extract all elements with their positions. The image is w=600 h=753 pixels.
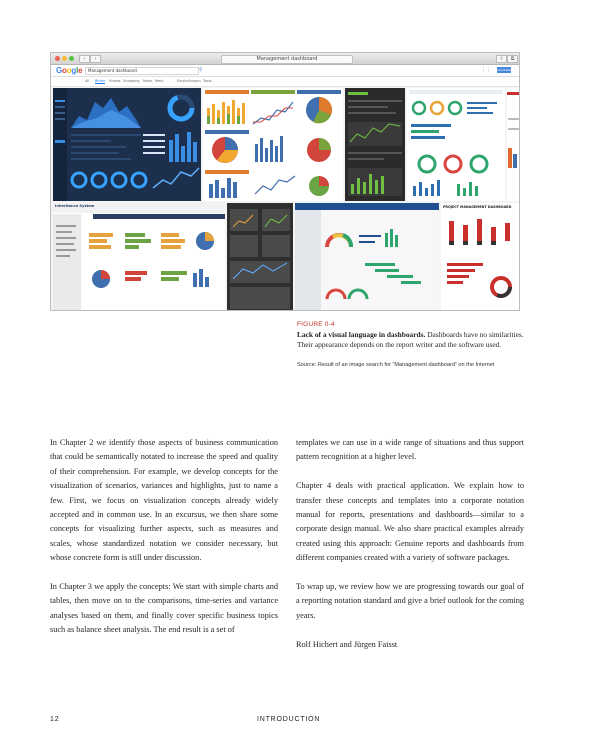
tab-settings: Einstellungen bbox=[177, 79, 201, 83]
running-head: INTRODUCTION bbox=[257, 716, 321, 723]
paragraph: In Chapter 2 we identify those aspects of business communication that could be semantically notated to increase the speed and quality of their comprehension. For example, we develop concepts for the visualization of scenarios, variances and highlights, just to name a few. First, we focus on visualization concepts already widely accepted and in common use. In an excursus, we then share some concepts for visualizing further aspects, such as measures and scales, whose standardized notation we consider necessary, but whose concrete form is still under discussion. bbox=[50, 438, 278, 563]
paragraph: templates we can use in a wide range of situations and thus support pattern recognition at a higher level. bbox=[296, 438, 524, 462]
browser-title-bar bbox=[51, 53, 520, 65]
thumb-inheritance-system bbox=[53, 203, 225, 311]
figure-caption-text: Dashboards have no similarities. Their appearance depends on the report writer and the software used. bbox=[297, 330, 524, 349]
share-icon: ⇧ bbox=[496, 55, 507, 63]
tab-images: Bilder bbox=[95, 79, 106, 83]
author-signature: Rolf Hichert and Jürgen Faisst bbox=[296, 639, 398, 649]
thumb-title-project: PROJECT MANAGEMENT DASHBOARD bbox=[443, 205, 512, 209]
tab-more: Mehr bbox=[155, 79, 164, 83]
figure-caption bbox=[297, 330, 527, 350]
thumb-gauge-gantt-dashboard bbox=[295, 203, 439, 311]
thumb-multi-chart-dashboard bbox=[203, 88, 343, 201]
tab-shopping: Shopping bbox=[123, 79, 140, 83]
image-results bbox=[51, 87, 520, 311]
tab-tools: Tools bbox=[203, 79, 212, 83]
apps-icon: ⋮⋮ bbox=[481, 67, 491, 73]
figure-source: Source: Result of an image search for “Management dashboard” on the Internet bbox=[297, 362, 495, 368]
google-logo: Google bbox=[56, 66, 83, 75]
back-icon: ‹ bbox=[79, 55, 90, 63]
thumb-dark-kpi-dashboard bbox=[227, 203, 293, 311]
page-number: 12 bbox=[50, 716, 60, 723]
tab-all: All bbox=[85, 79, 90, 83]
search-icon: ⚲ bbox=[199, 67, 203, 73]
thumb-project-dashboard bbox=[441, 203, 520, 311]
minimize-window-icon bbox=[62, 56, 67, 61]
thumb-dark-blue-dashboard bbox=[53, 88, 201, 201]
dashboard-screenshot bbox=[50, 52, 520, 311]
figure-caption-title: Lack of a visual language in dashboards. bbox=[297, 330, 426, 339]
zoom-window-icon bbox=[69, 56, 74, 61]
paragraph: In Chapter 3 we apply the concepts: We start with simple charts and tables, then move on to the comparisons, time-series and variance analyses based on them, and finally cover specific business topics such as balance sheet analysis. The end result is a set of bbox=[50, 582, 278, 635]
close-window-icon bbox=[55, 56, 60, 61]
sign-in-button: Anmelden bbox=[497, 68, 513, 72]
body-column-left bbox=[50, 436, 278, 638]
search-bar bbox=[51, 65, 520, 76]
tabs-icon: ⧉ bbox=[507, 55, 518, 63]
search-input: Management dashboard bbox=[85, 67, 199, 75]
thumb-title-inheritance: Inheritance System bbox=[55, 204, 95, 208]
forward-icon: › bbox=[90, 55, 101, 63]
address-bar: Management dashboard bbox=[221, 55, 353, 64]
body-column-right bbox=[296, 436, 524, 652]
search-tabs bbox=[51, 77, 520, 87]
tab-videos: Videos bbox=[109, 79, 121, 83]
paragraph: To wrap up, we review how we are progressing towards our goal of a reporting notation standard and give a brief outlook for the coming years. bbox=[296, 582, 524, 620]
tab-news: News bbox=[143, 79, 153, 83]
thumb-dark-vertical-dashboard bbox=[345, 88, 405, 201]
paragraph: Chapter 4 deals with practical application. We explain how to transfer these concepts and templates into a corporate notation manual for reports, presentations and dashboards—similar to a corporate design manual. We also share practical examples already created using this approach: Genuine reports and dashboards from different companies created with a variety of software packages. bbox=[296, 481, 524, 563]
thumb-table-dashboard bbox=[507, 88, 520, 201]
thumb-kpi-gauge-dashboard bbox=[407, 88, 505, 201]
figure-label: FIGURE 0-4 bbox=[297, 321, 335, 328]
